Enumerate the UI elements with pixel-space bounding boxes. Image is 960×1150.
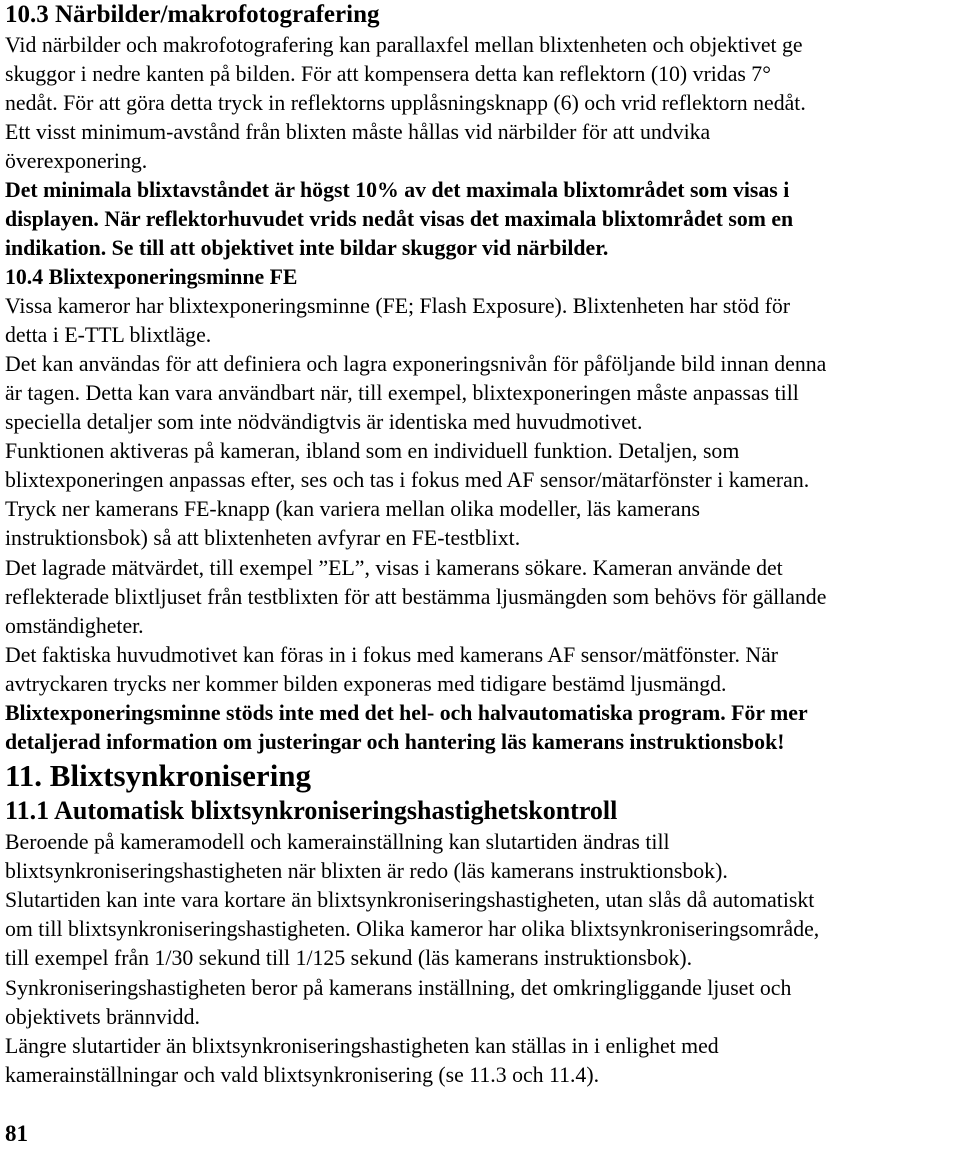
paragraph-line: speciella detaljer som inte nödvändigtvis är identiska med huvudmotivet.: [5, 410, 643, 434]
section-10-3-title: 10.3 Närbilder/makrofotografering: [5, 1, 380, 28]
paragraph-line: detta i E-TTL blixtläge.: [5, 323, 212, 347]
paragraph-line: objektivets brännvidd.: [5, 1005, 200, 1029]
paragraph-line: kamerainställningar och vald blixtsynkronisering (se 11.3 och 11.4).: [5, 1063, 600, 1087]
chapter-11-title: 11. Blixtsynkronisering: [5, 758, 312, 793]
paragraph-line: Tryck ner kamerans FE-knapp (kan variera mellan olika modeller, läs kamerans: [5, 497, 700, 521]
bold-paragraph-line: Det minimala blixtavståndet är högst 10% av det maximala blixtområdet som visas i: [5, 178, 790, 202]
paragraph-line: om till blixtsynkroniseringshastigheten. Olika kameror har olika blixtsynkroniseringsområde,: [5, 917, 820, 941]
section-10-4-title: 10.4 Blixtexponeringsminne FE: [5, 265, 298, 289]
paragraph-line: blixtexponeringen anpassas efter, ses och tas i fokus med AF sensor/mätarfönster i kameran.: [5, 468, 810, 492]
bold-paragraph-line: detaljerad information om justeringar och hantering läs kamerans instruktionsbok!: [5, 730, 785, 754]
paragraph-line: Funktionen aktiveras på kameran, ibland som en individuell funktion. Detaljen, som: [5, 439, 740, 463]
paragraph-line: Längre slutartider än blixtsynkroniseringshastigheten kan ställas in i enlighet med: [5, 1034, 719, 1058]
paragraph-line: instruktionsbok) så att blixtenheten avfyrar en FE-testblixt.: [5, 526, 521, 550]
paragraph-line: Det lagrade mätvärdet, till exempel ”EL”, visas i kamerans sökare. Kameran använde det: [5, 556, 783, 580]
paragraph-line: blixtsynkroniseringshastigheten när blixten är redo (läs kamerans instruktionsbok).: [5, 859, 728, 883]
paragraph-line: nedåt. För att göra detta tryck in reflektorns upplåsningsknapp (6) och vrid reflektorn nedåt.: [5, 91, 806, 115]
paragraph-line: Det kan användas för att definiera och lagra exponeringsnivån för påföljande bild innan denna: [5, 352, 827, 376]
paragraph-line: är tagen. Detta kan vara användbart när, till exempel, blixtexponeringen måste anpassas till: [5, 381, 799, 405]
paragraph-line: Beroende på kameramodell och kamerainställning kan slutartiden ändras till: [5, 830, 670, 854]
paragraph-line: Synkroniseringshastigheten beror på kamerans inställning, det omkringliggande ljuset och: [5, 976, 792, 1000]
paragraph-line: Vid närbilder och makrofotografering kan parallaxfel mellan blixtenheten och objektivet ge: [5, 33, 803, 57]
section-11-1-title: 11.1 Automatisk blixtsynkroniseringshastighetskontroll: [5, 796, 618, 825]
page-number: 81: [5, 1121, 28, 1146]
bold-paragraph-line: displayen. När reflektorhuvudet vrids nedåt visas det maximala blixtområdet som en: [5, 207, 794, 231]
bold-paragraph-line: indikation. Se till att objektivet inte bildar skuggor vid närbilder.: [5, 236, 609, 260]
paragraph-line: avtryckaren trycks ner kommer bilden exponeras med tidigare bestämd ljusmängd.: [5, 672, 727, 696]
paragraph-line: omständigheter.: [5, 614, 144, 638]
paragraph-line: reflekterade blixtljuset från testblixten för att bestämma ljusmängden som behövs för gällande: [5, 585, 827, 609]
paragraph-line: Vissa kameror har blixtexponeringsminne (FE; Flash Exposure). Blixtenheten har stöd för: [5, 294, 791, 318]
paragraph-line: till exempel från 1/30 sekund till 1/125 sekund (läs kamerans instruktionsbok).: [5, 946, 693, 970]
paragraph-line: skuggor i nedre kanten på bilden. För att kompensera detta kan reflektorn (10) vridas 7°: [5, 62, 771, 86]
paragraph-line: Slutartiden kan inte vara kortare än blixtsynkroniseringshastigheten, utan slås då automatiskt: [5, 888, 815, 912]
bold-paragraph-line: Blixtexponeringsminne stöds inte med det hel- och halvautomatiska program. För mer: [5, 701, 808, 725]
paragraph-line: Det faktiska huvudmotivet kan föras in i fokus med kamerans AF sensor/mätfönster. När: [5, 643, 779, 667]
paragraph-line: överexponering.: [5, 149, 148, 173]
paragraph-line: Ett visst minimum-avstånd från blixten måste hållas vid närbilder för att undvika: [5, 120, 711, 144]
